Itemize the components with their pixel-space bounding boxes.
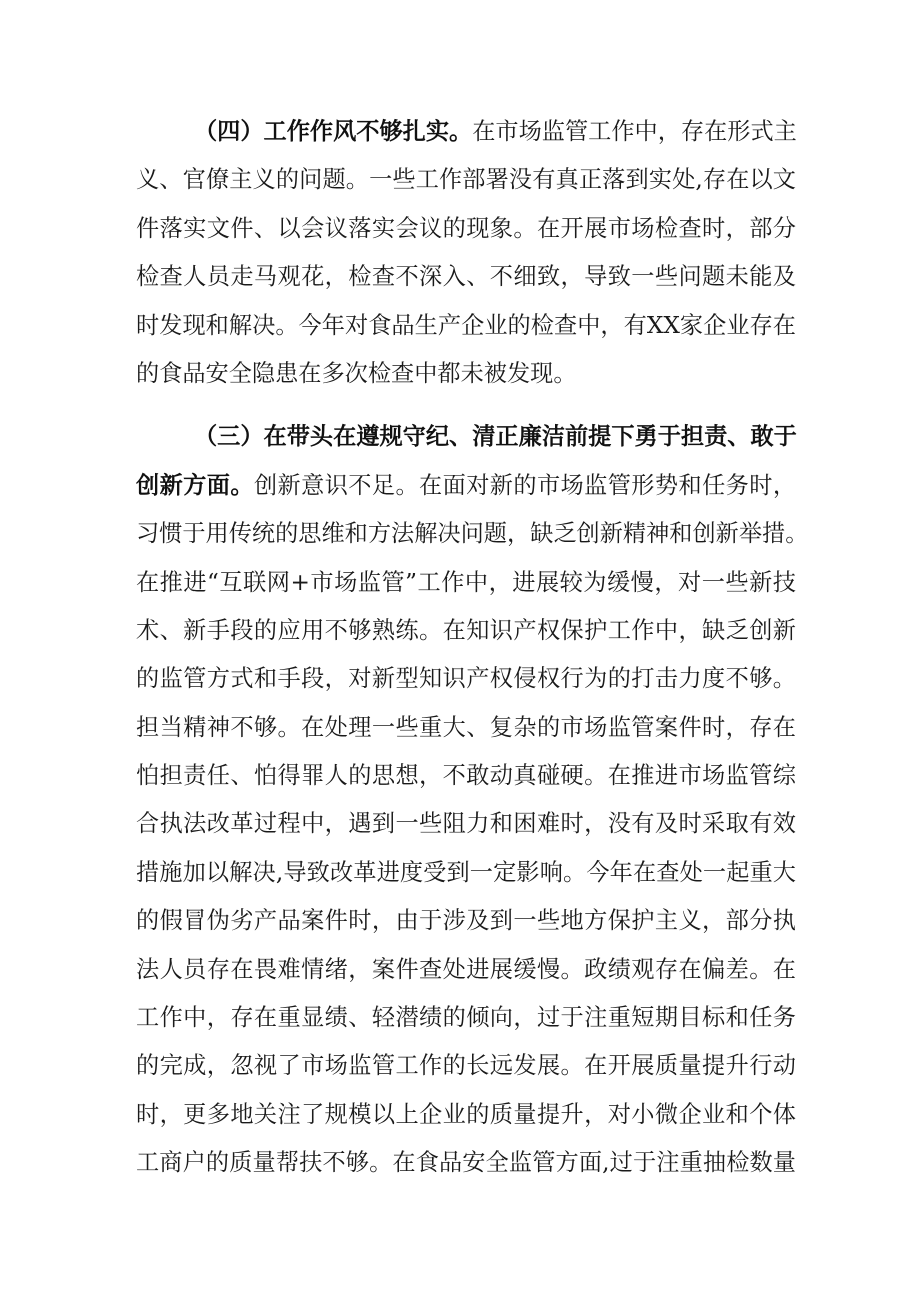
paragraph-four-line-2: 义、官僚主义的问题。一些工作部署没有真正落到实处,存在以文	[136, 166, 796, 194]
paragraph-three-line-7: 怕担责任、怕得罪人的思想，不敢动真碰硬。在推进市场监管综	[136, 762, 796, 790]
paragraph-three-line-13: 的完成，忽视了市场监管工作的长远发展。在开展质量提升行动	[136, 1052, 796, 1080]
paragraph-three-line-8: 合执法改革过程中，遇到一些阻力和困难时，没有及时采取有效	[136, 810, 796, 838]
paragraph-three-line-10: 的假冒伪劣产品案件时，由于涉及到一些地方保护主义，部分执	[136, 907, 796, 935]
paragraph-three-line-12: 工作中，存在重显绩、轻潜绩的倾向，过于注重短期目标和任务	[136, 1004, 796, 1032]
paragraph-three-text: 创新意识不足。在面对新的市场监管形势和任务时，	[253, 471, 797, 499]
paragraph-four-heading: （四）工作作风不够扎实。	[194, 118, 473, 145]
paragraph-three-line-6: 担当精神不够。在处理一些重大、复杂的市场监管案件时，存在	[136, 713, 796, 741]
paragraph-four-text: 在市场监管工作中，存在形式主	[472, 118, 797, 145]
paragraph-four-line-6: 的食品安全隐患在多次检查中都未被发现。	[136, 359, 577, 387]
paragraph-three-heading-line-1: （三）在带头在遵规守纪、清正廉洁前提下勇于担责、敢于	[194, 423, 797, 451]
paragraph-three-heading-line-2: 创新方面。	[136, 471, 254, 499]
paragraph-three-line-3: 在推进“互联网+市场监管”工作中，进展较为缓慢，对一些新技	[136, 568, 796, 596]
paragraph-three-line-11: 法人员存在畏难情绪，案件查处进展缓慢。政绩观存在偏差。在	[136, 955, 796, 983]
paragraph-three-line-4: 术、新手段的应用不够熟练。在知识产权保护工作中，缺乏创新	[136, 616, 796, 644]
document-body	[136, 108, 809, 1188]
paragraph-three-line-5: 的监管方式和手段，对新型知识产权侵权行为的打击力度不够。	[136, 665, 796, 693]
paragraph-three-line-14: 时，更多地关注了规模以上企业的质量提升，对小微企业和个体	[136, 1100, 796, 1128]
paragraph-three-line-2: 习惯于用传统的思维和方法解决问题，缺乏创新精神和创新举措。	[136, 520, 809, 548]
paragraph-three-line-9: 措施加以解决,导致改革进度受到一定影响。今年在查处一起重大	[136, 858, 796, 886]
paragraph-four-line-4: 检查人员走马观花，检查不深入、不细致，导致一些问题未能及	[136, 263, 796, 291]
paragraph-four-line-5: 时发现和解决。今年对食品生产企业的检查中，有XX家企业存在	[136, 311, 796, 339]
paragraph-four-line-1	[136, 108, 796, 156]
paragraph-three-line-1	[136, 462, 796, 510]
paragraph-gap	[136, 398, 796, 413]
paragraph-four-line-3: 件落实文件、以会议落实会议的现象。在开展市场检查时，部分	[136, 214, 796, 242]
paragraph-three-line-15: 工商户的质量帮扶不够。在食品安全监管方面,过于注重抽检数量	[136, 1149, 796, 1177]
